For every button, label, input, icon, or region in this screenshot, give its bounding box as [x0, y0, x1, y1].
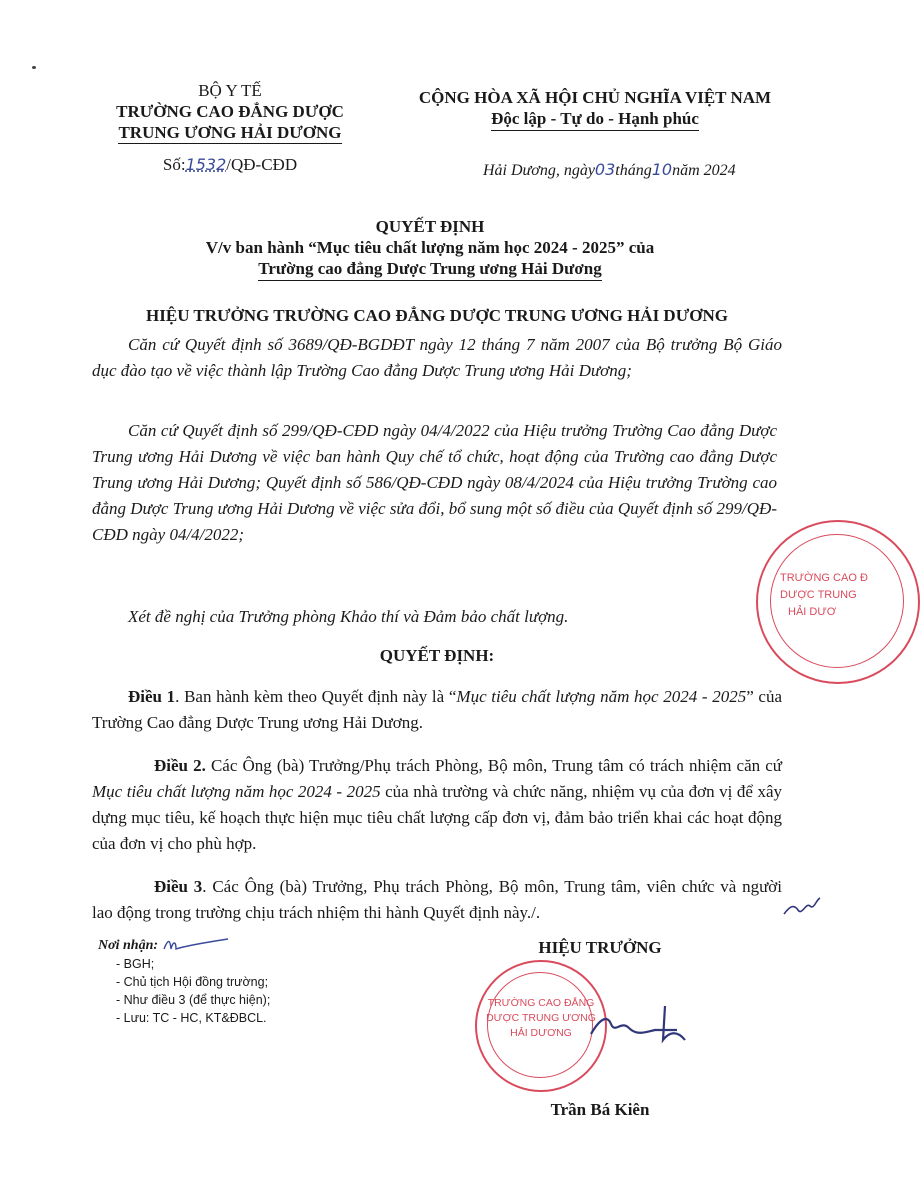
basis-1: Căn cứ Quyết định số 3689/QĐ-BGDĐT ngày 12 tháng 7 năm 2007 của Bộ trưởng Bộ Giáo dục đào tạo về việc thành lập Trường Cao đẳng Dược Trung ương Hải Dương; — [92, 335, 782, 380]
date-month: 10 — [651, 160, 673, 179]
stamp-line2: DƯỢC TRUNG ƯƠNG — [486, 1012, 596, 1024]
article-2-label: Điều 2. — [154, 756, 206, 775]
recipient-item: - Chủ tịch Hội đồng trường; — [116, 975, 269, 989]
edge-stamp-line3: HẢI DƯƠ — [788, 606, 837, 618]
article-1-label: Điều 1 — [128, 687, 176, 706]
date-year: năm 2024 — [672, 162, 736, 179]
stamp-line3: HẢI DƯƠNG — [510, 1027, 572, 1039]
national-header — [385, 87, 805, 129]
article-1-text-a: Ban hành kèm theo Quyết định này là “ — [184, 687, 457, 706]
article-1 — [92, 684, 782, 736]
signer-title: HIỆU TRƯỞNG — [538, 938, 662, 957]
article-1-sep: . — [175, 687, 185, 706]
date-day: 03 — [594, 160, 616, 179]
national-motto — [385, 108, 805, 129]
article-2-text-a: Các Ông (bà) Trưởng/Phụ trách Phòng, Bộ môn, Trung tâm có trách nhiệm căn cứ — [210, 756, 783, 775]
ministry-name: BỘ Y TẾ — [198, 81, 262, 100]
authority-line: HIỆU TRƯỞNG TRƯỜNG CAO ĐẲNG DƯỢC TRUNG ƯƠNG HẢI DƯƠNG — [146, 306, 728, 325]
subject-line1: V/v ban hành “Mục tiêu chất lượng năm học 2024 - 2025” của — [205, 238, 655, 257]
edge-stamp-text — [780, 570, 900, 621]
edge-stamp-line1: TRƯỜNG CAO Đ — [780, 572, 868, 584]
school-name-line2 — [100, 122, 360, 143]
document-title — [100, 216, 760, 279]
country-name: CỘNG HÒA XÃ HỘI CHỦ NGHĨA VIỆT NAM — [418, 88, 772, 107]
recipient-item: - BGH; — [116, 957, 155, 971]
article-3 — [92, 874, 782, 926]
article-1-text-b: ” của Trường Cao đẳng Dược Trung ương Hải Dương. — [92, 687, 782, 732]
recipients-label: Nơi nhận: — [98, 938, 159, 953]
signer-name: Trần Bá Kiên — [550, 1100, 650, 1119]
basis-2: Căn cứ Quyết định số 299/QĐ-CĐD ngày 04/4/2022 của Hiệu trưởng Trường Cao đẳng Dược Trung ương Hải Dương về việc ban hành Quy chế tổ chức, hoạt động của Trường cao đẳng Dược Trung ương Hải Dương; Quyết định số 586/QĐ-CĐD ngày 08/4/2024 của Hiệu trưởng Trường cao đẳng Dược Trung ương Hải Dương về việc sửa đổi, bổ sung một số điều của Quyết định số 299/QĐ-CĐD ngày 04/4/2022; — [92, 421, 777, 544]
doc-number-suffix: /QĐ-CĐD — [226, 155, 298, 174]
article-3-label: Điều 3 — [154, 877, 203, 896]
recipients-label-row — [98, 936, 232, 954]
article-3-text: Các Ông (bà) Trưởng, Phụ trách Phòng, Bộ môn, Trung tâm, viên chức và người lao động trong trường chịu trách nhiệm thi hành Quyết định này./. — [92, 877, 783, 922]
issuer-block — [100, 80, 360, 175]
motto-text: Độc lập - Tự do - Hạnh phúc — [491, 109, 699, 131]
edge-stamp-line2: DƯỢC TRUNG — [780, 589, 857, 601]
subject-line2-text: Trường cao đẳng Dược Trung ương Hải Dương — [258, 259, 601, 281]
article-3-sep: . — [202, 877, 213, 896]
title-heading: QUYẾT ĐỊNH — [375, 217, 485, 236]
date-month-word: tháng — [615, 162, 652, 179]
recipient-initial-icon — [162, 937, 232, 953]
article-2-text-b: của nhà trường và chức năng, nhiệm vụ của đơn vị để xây dựng mục tiêu, kế hoạch thực hiện mục tiêu chất lượng cấp đơn vị, đảm bảo triển khai các hoạt động của đơn vị cho phù hợp. — [92, 782, 782, 853]
stamp-line1: TRƯỜNG CAO ĐẲNG — [487, 997, 595, 1009]
school-name-line1: TRƯỜNG CAO ĐẲNG DƯỢC — [116, 102, 344, 121]
decision-heading: QUYẾT ĐỊNH: — [379, 646, 495, 665]
subject-line2 — [100, 258, 760, 279]
school-name-line2-text: TRUNG ƯƠNG HẢI DƯƠNG — [118, 123, 342, 142]
doc-number-handwritten: 1532 — [185, 155, 227, 174]
recipient-item: - Lưu: TC - HC, KT&ĐBCL. — [116, 1011, 267, 1025]
scan-speck — [32, 66, 36, 69]
initial-mark-icon — [782, 896, 822, 918]
recipient-item: - Như điều 3 (để thực hiện); — [116, 993, 271, 1007]
article-1-italic: Mục tiêu chất lượng năm học 2024 - 2025 — [456, 687, 747, 706]
edge-stamp — [756, 520, 920, 684]
date-place: Hải Dương, ngày — [483, 162, 595, 179]
doc-number-prefix: Số: — [162, 155, 186, 174]
recipients-list — [98, 955, 338, 1027]
article-2-italic: Mục tiêu chất lượng năm học 2024 - 2025 — [92, 782, 381, 801]
issue-date — [483, 160, 803, 180]
handwritten-signature-icon — [585, 1000, 695, 1055]
document-number — [100, 154, 360, 175]
article-2 — [92, 753, 782, 857]
basis-3: Xét đề nghị của Trưởng phòng Khảo thí và Đảm bảo chất lượng. — [128, 607, 569, 626]
